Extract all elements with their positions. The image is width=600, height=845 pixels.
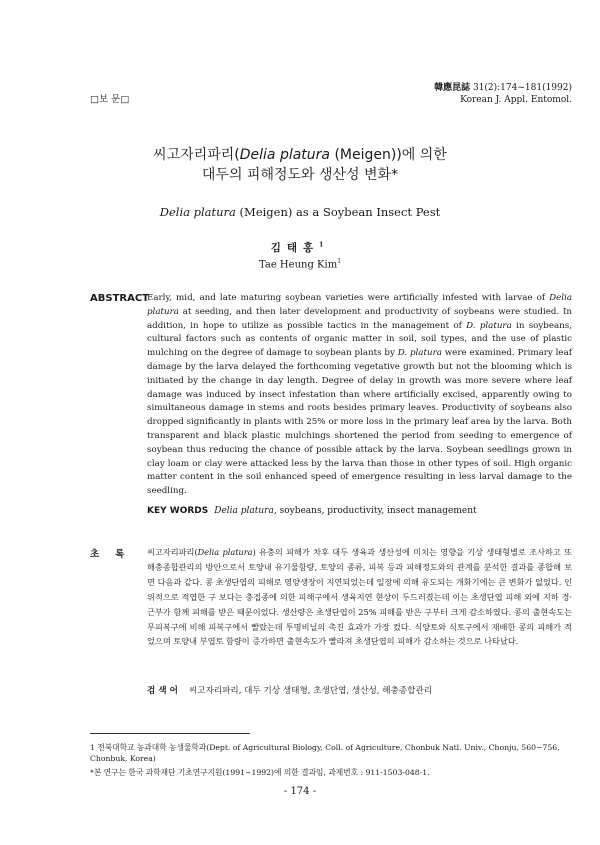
author-affiliation-mark-en: 1 bbox=[337, 258, 342, 265]
footnote-divider bbox=[90, 733, 250, 734]
key-words: KEY WORDS Delia platura, soybeans, productivity, insect management bbox=[147, 506, 477, 516]
author-name-ko: 김태홍$^1$ bbox=[270, 241, 330, 254]
english-title-species: Delia platura bbox=[159, 205, 236, 219]
english-title: Delia platura (Meigen) as a Soybean Insect Pest bbox=[159, 205, 441, 219]
section-type-label: □보 문□ bbox=[90, 94, 130, 105]
korean-title-line1: 씨고자리파리(Delia platura (Meigen))에 의한 bbox=[153, 147, 447, 163]
korean-abstract-text: 씨고자리파리(Delia platura) 유충의 피해가 차후 대두 생육과 생산성에 미치는 영향을 기상 생태형별로 조사하고 또 해충종합관리의 방안으로서 토양내 유기물함량, 토양의 종류, 피복 등과 피해정도와의 관계를 분석한 결과를 종합해 보면 다음과 같다. 콩 초생단엽의 피해로 영양생장이 지연되었는데 일장에 의해 유도되는 개화기에는 큰 변화가 없었다. 인위적으로 적엽한 구 보다는 충접종에 의한 피해구에서 생육지연 현상이 두드러졌는데 이는 초생단엽 피해 외에 지하 경·근부가 함께 피해를 받은 때문이었다. 생산량은 초생단엽이 25% 피해를 받은 구부터 크게 감소하였다. 콩의 출현속도는 무피복구에 비해 피복구에서 빨랐는데 투명비닐의 촉진 효과가 가장 컸다. 식양토와 식토구에서 재배한 콩의 피해가 적었으며 토양내 부엽토 함량이 증가하면 출현속도가 빨라져 초생단엽의 피해가 감소하는 것으로 나타났다. bbox=[147, 547, 573, 647]
korean-title-line2: 대두의 피해정도와 생산성 변화* bbox=[201, 167, 399, 183]
page-number: - 174 - bbox=[283, 786, 317, 797]
title-species-name: Delia platura bbox=[239, 147, 331, 163]
korean-abstract-label: 초록 bbox=[90, 549, 141, 560]
korean-keywords-label: 검색어 bbox=[147, 686, 181, 696]
journal-name-ko: 韓應昆誌 bbox=[434, 83, 471, 93]
abstract-text: Early, mid, and late maturing soybean varieties were artificially infested with larvae of Delia platura at seeding, and then later development and productivity of soybeans were studied. In addition, in hope to utilize as possible tactics in the management of D. platura in soybeans, cultural factors such as contents of organic matter in soil, soil types, and the use of plastic mulching on the degree of damage to soybean plants by D. platura were examined. Primary leaf damage by the larva delayed the forthcoming vegetative growth but not the blooming which is initiated by the change in day length. Degree of delay in growth was more severe where leaf damage was induced by insect infestation than where artificially excised, apparently owing to simultaneous damage in stems and roots besides primary leaves. Productivity of soybeans also dropped significantly in plants with 25% or more loss in the primary leaf area by the larva. Both transparent and black plastic mulchings shortened the period from seeding to emergence of soybean thus reducing the chance of possible attack by the larva. Soybean seedlings grown in clay loam or clay were attacked less by the larva than those in other types of soil. High organic matter content in the soil enhanced speed of emergence resulting in less larval damage to the seedling. bbox=[147, 293, 572, 497]
korean-title bbox=[0, 145, 600, 185]
journal-name-en: Korean J. Appl. Entomol. bbox=[460, 95, 572, 105]
journal-volume-pages: 31(2):174~181(1992) bbox=[470, 83, 572, 93]
footnote-funding: *본 연구는 한국 과학재단 기초연구지원(1991~1992)에 의한 결과임, 과제번호 : 911-1503-048-1. bbox=[90, 768, 430, 777]
author-affiliation-mark: 1 bbox=[319, 241, 330, 249]
author-name-en: Tae Heung Kim$^1$ bbox=[258, 258, 342, 271]
key-words-label: KEY WORDS bbox=[147, 506, 209, 516]
abstract-label: ABSTRACT bbox=[90, 293, 149, 304]
footnote-affiliation: 1 전북대학교 농과대학 농생물학과(Dept. of Agricultural Biology, Coll. of Agriculture, Chonbuk Natl. Univ., Chonju, 560~756, Chonbuk, Korea) bbox=[90, 743, 560, 763]
korean-keywords: 검색어 씨고자리파리, 대두 기상 생태형, 초생단엽, 생산성, 해충종합관리 bbox=[147, 686, 433, 696]
journal-citation bbox=[434, 82, 572, 106]
